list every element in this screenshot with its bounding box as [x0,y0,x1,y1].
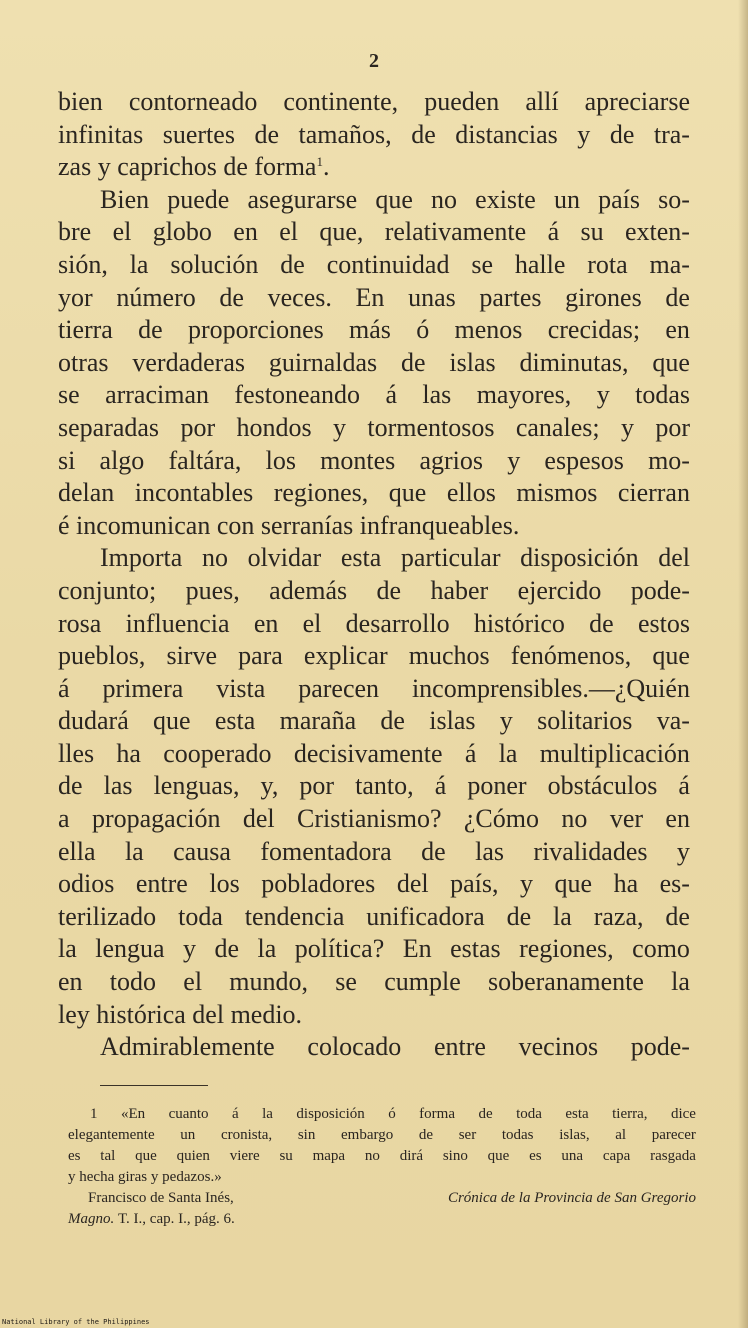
body-line: se arraciman festoneando á las mayores, y todas [58,380,690,410]
footnotes [68,1104,696,1230]
body-line: ella la causa fomentadora de las rivalidades y [58,836,690,866]
footnote-citation-line-2 [68,1209,696,1230]
body-line: sión, la solución de continuidad se halle rota ma- [58,249,690,279]
body-line: conjunto; pues, además de haber ejercido pode- [58,575,690,605]
body-line: á primera vista parecen incomprensibles.—¿Quién [58,673,690,703]
body-line: odios entre los pobladores del país, y que ha es- [58,869,690,899]
footnote-lines [68,1104,696,1188]
body-line: Importa no olvidar esta particular disposición del [100,543,690,573]
body-line: zas y caprichos de forma1. [58,152,330,182]
body-text [58,86,690,1064]
footnote-line: y hecha giras y pedazos.» [68,1169,222,1185]
page-number: 2 [369,50,379,72]
citation-title-part-2: Magno. [68,1211,115,1227]
body-line: dudará que esta maraña de islas y solitarios va- [58,706,690,736]
page-edge-shadow [738,0,748,1328]
body-line: tierra de proporciones más ó menos crecidas; en [58,315,690,345]
citation-author: Francisco de Santa Inés, [88,1190,234,1206]
body-line: delan incontables regiones, que ellos mismos cierran [58,478,690,508]
body-line: en todo el mundo, se cumple soberanamente la [58,967,690,997]
body-line: si algo faltára, los montes agrios y espesos mo- [58,445,690,475]
body-line: de las lenguas, y, por tanto, á poner obstáculos á [58,771,690,801]
body-line: Admirablemente colocado entre vecinos pode- [100,1032,690,1062]
body-line: pueblos, sirve para explicar muchos fenómenos, que [58,641,690,671]
citation-reference: T. I., cap. I., pág. 6. [118,1211,235,1227]
footnote-line: 1 «En cuanto á la disposición ó forma de toda esta tierra, dice [90,1106,696,1122]
footnote-divider [100,1085,208,1086]
body-line: terilizado toda tendencia unificadora de la raza, de [58,901,690,931]
footnote-line: elegantemente un cronista, sin embargo de ser todas islas, al parecer [68,1127,696,1143]
body-line: infinitas suertes de tamaños, de distancias y de tra- [58,119,690,149]
body-line: separadas por hondos y tormentosos canales; y por [58,412,690,442]
footnote-line: es tal que quien viere su mapa no dirá sino que es una capa rasgada [68,1148,696,1164]
body-line: bien contorneado continente, pueden allí apreciarse [58,87,690,116]
body-line: lles ha cooperado decisivamente á la multiplicación [58,738,690,768]
body-line: la lengua y de la política? En estas regiones, como [58,934,690,964]
library-credit: National Library of the Philippines [2,1318,150,1326]
body-line: bre el globo en el que, relativamente á su exten- [58,217,690,247]
body-line: yor número de veces. En unas partes girones de [58,282,690,312]
body-line: é incomunican con serranías infranqueables. [58,510,520,540]
body-line: ley histórica del medio. [58,999,303,1029]
footnote-citation-line-1 [68,1188,696,1209]
body-line: otras verdaderas guirnaldas de islas diminutas, que [58,347,690,377]
body-line: Bien puede asegurarse que no existe un país so- [100,184,690,214]
citation-title-part-1: Crónica de la Provincia de San Gregorio [447,1190,696,1206]
body-line: rosa influencia en el desarrollo histórico de estos [58,608,690,638]
body-line: a propagación del Cristianismo? ¿Cómo no ver en [58,804,690,834]
